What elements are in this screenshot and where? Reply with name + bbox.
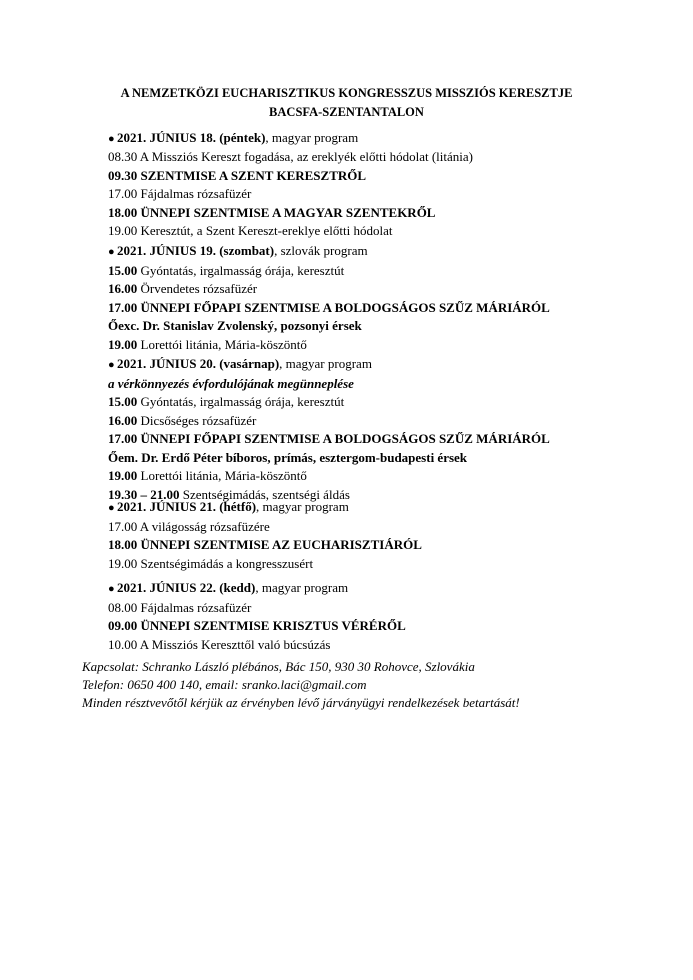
bullet-icon: ● — [108, 583, 115, 595]
item-time: 18.00 — [108, 204, 138, 220]
item-time: 08.30 — [108, 149, 138, 164]
item-text: Őem. Dr. Erdő Péter bíboros, prímás, esztergom-budapesti érsek — [108, 449, 468, 465]
day-date: 2021. JÚNIUS 22. (kedd) — [117, 580, 256, 595]
item-time: 19.00 — [108, 468, 138, 483]
day-subtitle: a vérkönnyezés évfordulójának megünneplése — [108, 375, 354, 391]
schedule-item — [108, 204, 678, 223]
item-time: 10.00 — [108, 636, 138, 652]
item-time: 19.00 — [108, 336, 138, 352]
item-time: 17.00 — [108, 299, 138, 315]
item-text: Szentségimádás a kongresszusért — [137, 555, 314, 571]
day-section-june-21 — [108, 498, 678, 573]
day-date: 2021. JÚNIUS 18. (péntek) — [117, 130, 266, 145]
schedule-item — [108, 393, 678, 412]
bullet-icon: ● — [108, 502, 115, 514]
item-text: A Missziós Kereszt fogadása, az ereklyék előtti hódolat (litánia) — [137, 149, 473, 164]
contact-line: Kapcsolat: Schranko László plébános, Bác 150, 930 30 Rohovce, Szlovákia — [82, 659, 475, 674]
schedule-item — [108, 617, 678, 636]
item-text: Őexc. Dr. Stanislav Zvolenský, pozsonyi érsek — [108, 318, 362, 333]
day-header — [108, 579, 678, 599]
schedule-item — [108, 555, 678, 574]
bullet-icon: ● — [108, 133, 115, 145]
item-text: A világosság rózsafüzére — [137, 518, 270, 534]
day-date: 2021. JÚNIUS 20. (vasárnap) — [117, 356, 280, 371]
item-time: 09.00 — [108, 618, 138, 633]
day-program: , szlovák program — [274, 243, 368, 258]
schedule-item — [108, 536, 678, 555]
item-text: ÜNNEPI FŐPAPI SZENTMISE A BOLDOGSÁGOS SZŰZ MÁRIÁRÓL — [137, 431, 550, 446]
day-date: 2021. JÚNIUS 21. (hétfő) — [117, 499, 257, 514]
day-program: , magyar program — [279, 356, 372, 371]
item-text: Gyóntatás, irgalmasság órája, keresztút — [137, 262, 345, 278]
day-program: , magyar program — [255, 580, 349, 595]
schedule-item — [108, 336, 678, 355]
document-title-line2: BACSFA-SZENTANTALON — [269, 105, 424, 119]
day-header — [108, 355, 678, 375]
item-time: 17.00 — [108, 186, 138, 201]
item-time: 08.00 — [108, 599, 138, 615]
item-text: ÜNNEPI FŐPAPI SZENTMISE A BOLDOGSÁGOS SZŰZ MÁRIÁRÓL — [137, 299, 550, 315]
contact-block — [82, 658, 682, 712]
item-time: 19.30 – 21.00 — [108, 486, 180, 502]
item-time: 19.00 — [108, 223, 138, 238]
item-text: SZENTMISE A SZENT KERESZTRŐL — [137, 167, 367, 183]
item-time: 15.00 — [108, 394, 138, 409]
celebrant-line — [108, 317, 678, 336]
schedule-item — [108, 167, 678, 186]
day-date: 2021. JÚNIUS 19. (szombat) — [117, 243, 275, 258]
day-section-june-19 — [108, 242, 678, 354]
item-time: 17.00 — [108, 518, 138, 534]
item-text: Örvendetes rózsafüzér — [137, 281, 258, 296]
schedule-item — [108, 467, 678, 486]
item-text: Keresztút, a Szent Kereszt-ereklye előtti hódolat — [137, 223, 393, 238]
health-notice: Minden résztvevőtől kérjük az érvényben lévő járványügyi rendelkezések betartását! — [82, 695, 520, 710]
item-text: Lorettói litánia, Mária-köszöntő — [137, 336, 307, 352]
schedule-item — [108, 262, 678, 281]
schedule-item — [108, 185, 678, 204]
item-text: ÜNNEPI SZENTMISE AZ EUCHARISZTIÁRÓL — [137, 537, 422, 552]
item-time: 19.00 — [108, 555, 138, 571]
item-text: Lorettói litánia, Mária-köszöntő — [137, 468, 307, 483]
document-title-line1: A NEMZETKÖZI EUCHARISZTIKUS KONGRESSZUS MISSZIÓS KERESZTJE — [120, 86, 573, 100]
item-time: 16.00 — [108, 412, 138, 428]
item-text: Gyóntatás, irgalmasság órája, keresztút — [137, 394, 345, 409]
item-text: A Missziós Kereszttől való búcsúzás — [137, 636, 331, 652]
item-time: 16.00 — [108, 281, 138, 296]
item-text: Fájdalmas rózsafüzér — [137, 186, 252, 201]
bullet-icon: ● — [108, 246, 115, 258]
celebrant-line — [108, 449, 678, 468]
item-text: Szentségimádás, szentségi áldás — [179, 486, 350, 502]
day-program: , magyar program — [265, 130, 359, 145]
contact-phone-email: Telefon: 0650 400 140, email: sranko.laci@gmail.com — [82, 677, 367, 692]
schedule-item — [108, 518, 678, 537]
schedule-item — [108, 412, 678, 431]
day-header — [108, 498, 678, 518]
day-section-june-22 — [108, 579, 678, 654]
day-header — [108, 129, 678, 149]
item-time: 15.00 — [108, 262, 138, 278]
schedule-item — [108, 636, 678, 655]
schedule-item — [108, 148, 678, 167]
item-text: ÜNNEPI SZENTMISE KRISZTUS VÉRÉRŐL — [137, 618, 406, 633]
item-time: 17.00 — [108, 431, 138, 446]
item-text: Fájdalmas rózsafüzér — [137, 599, 252, 615]
schedule-item — [108, 430, 678, 449]
day-section-june-20 — [108, 355, 678, 504]
schedule-item — [108, 280, 678, 299]
item-text: ÜNNEPI SZENTMISE A MAGYAR SZENTEKRŐL — [137, 204, 436, 220]
bullet-icon: ● — [108, 359, 115, 371]
item-time: 09.30 — [108, 167, 138, 183]
schedule-item — [108, 599, 678, 618]
schedule-item — [108, 299, 678, 318]
day-header — [108, 242, 678, 262]
item-text: Dicsőséges rózsafüzér — [137, 412, 257, 428]
schedule-item — [108, 222, 678, 241]
day-program: , magyar program — [256, 499, 349, 514]
day-items-june-18 — [108, 148, 678, 241]
item-time: 18.00 — [108, 537, 138, 552]
day-section-june-18 — [108, 129, 678, 149]
